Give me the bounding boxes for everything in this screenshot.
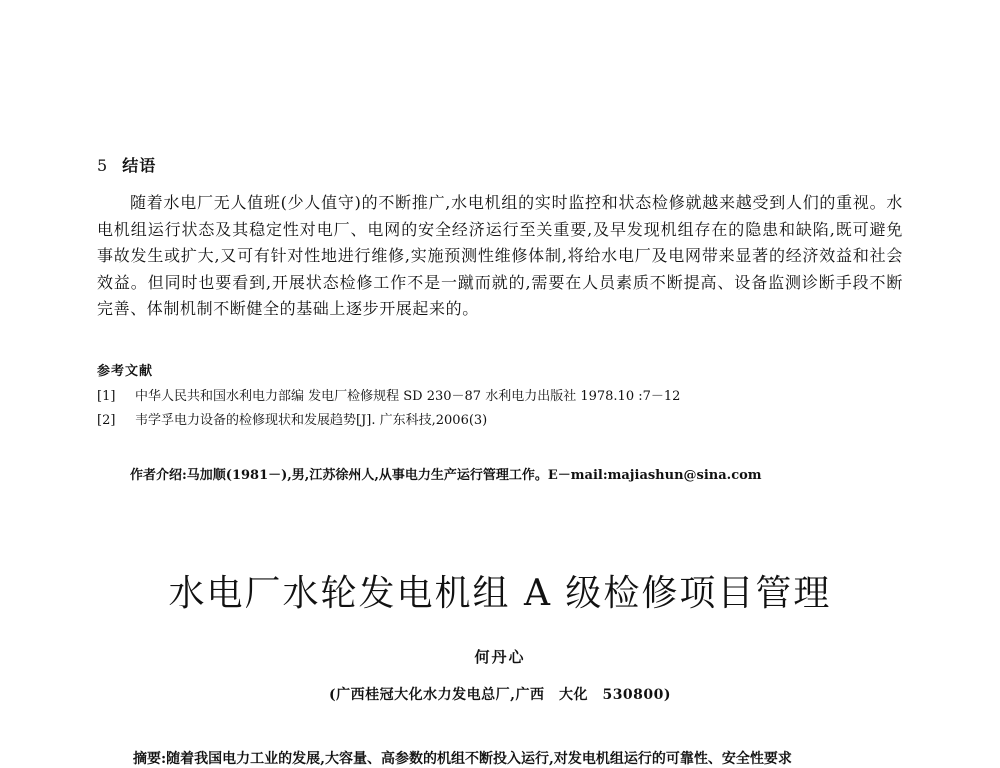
article-affiliation: (广西桂冠大化水力发电总厂,广西 大化 530800)	[328, 687, 672, 703]
reference-text: 中华人民共和国水利电力部编 发电厂检修规程 SD 230－87 水利电力出版社 1978.10 :7－12	[135, 389, 681, 404]
section-heading	[97, 153, 156, 176]
section-title: 结语	[122, 156, 157, 175]
abstract-partial: 摘要:随着我国电力工业的发展,大容量、高参数的机组不断投入运行,对发电机组运行的可靠性、安全性要求	[133, 751, 792, 767]
reference-item	[97, 409, 903, 433]
author-bio: 作者介绍:马加顺(1981－),男,江苏徐州人,从事电力生产运行管理工作。E－mail:majiashun@sina.com	[130, 468, 762, 483]
article-author: 何丹心	[474, 648, 526, 666]
article-title: 水电厂水轮发电机组 A 级检修项目管理	[168, 573, 832, 614]
conclusion-paragraph: 随着水电厂无人值班(少人值守)的不断推广,水电机组的实时监控和状态检修就越来越受到人们的重视。水电机组运行状态及其稳定性对电厂、电网的安全经济运行至关重要,及早发现机组存在的隐患和缺陷,既可避免事故发生或扩大,又可有针对性地进行维修,实施预测性维修体制,将给水电厂及电网带来显著的经济效益和社会效益。但同时也要看到,开展状态检修工作不是一蹴而就的,需要在人员素质不断提高、设备监测诊断手段不断完善、体制机制不断健全的基础上逐步开展起来的。	[97, 193, 903, 318]
references-heading: 参考文献	[97, 364, 154, 379]
reference-number: [2]	[97, 413, 116, 428]
reference-number: [1]	[97, 389, 116, 404]
reference-text: 韦学孚电力设备的检修现状和发展趋势[J]. 广东科技,2006(3)	[135, 413, 488, 428]
references-list	[97, 385, 903, 433]
section-number: 5	[97, 156, 109, 175]
reference-item	[97, 385, 903, 409]
